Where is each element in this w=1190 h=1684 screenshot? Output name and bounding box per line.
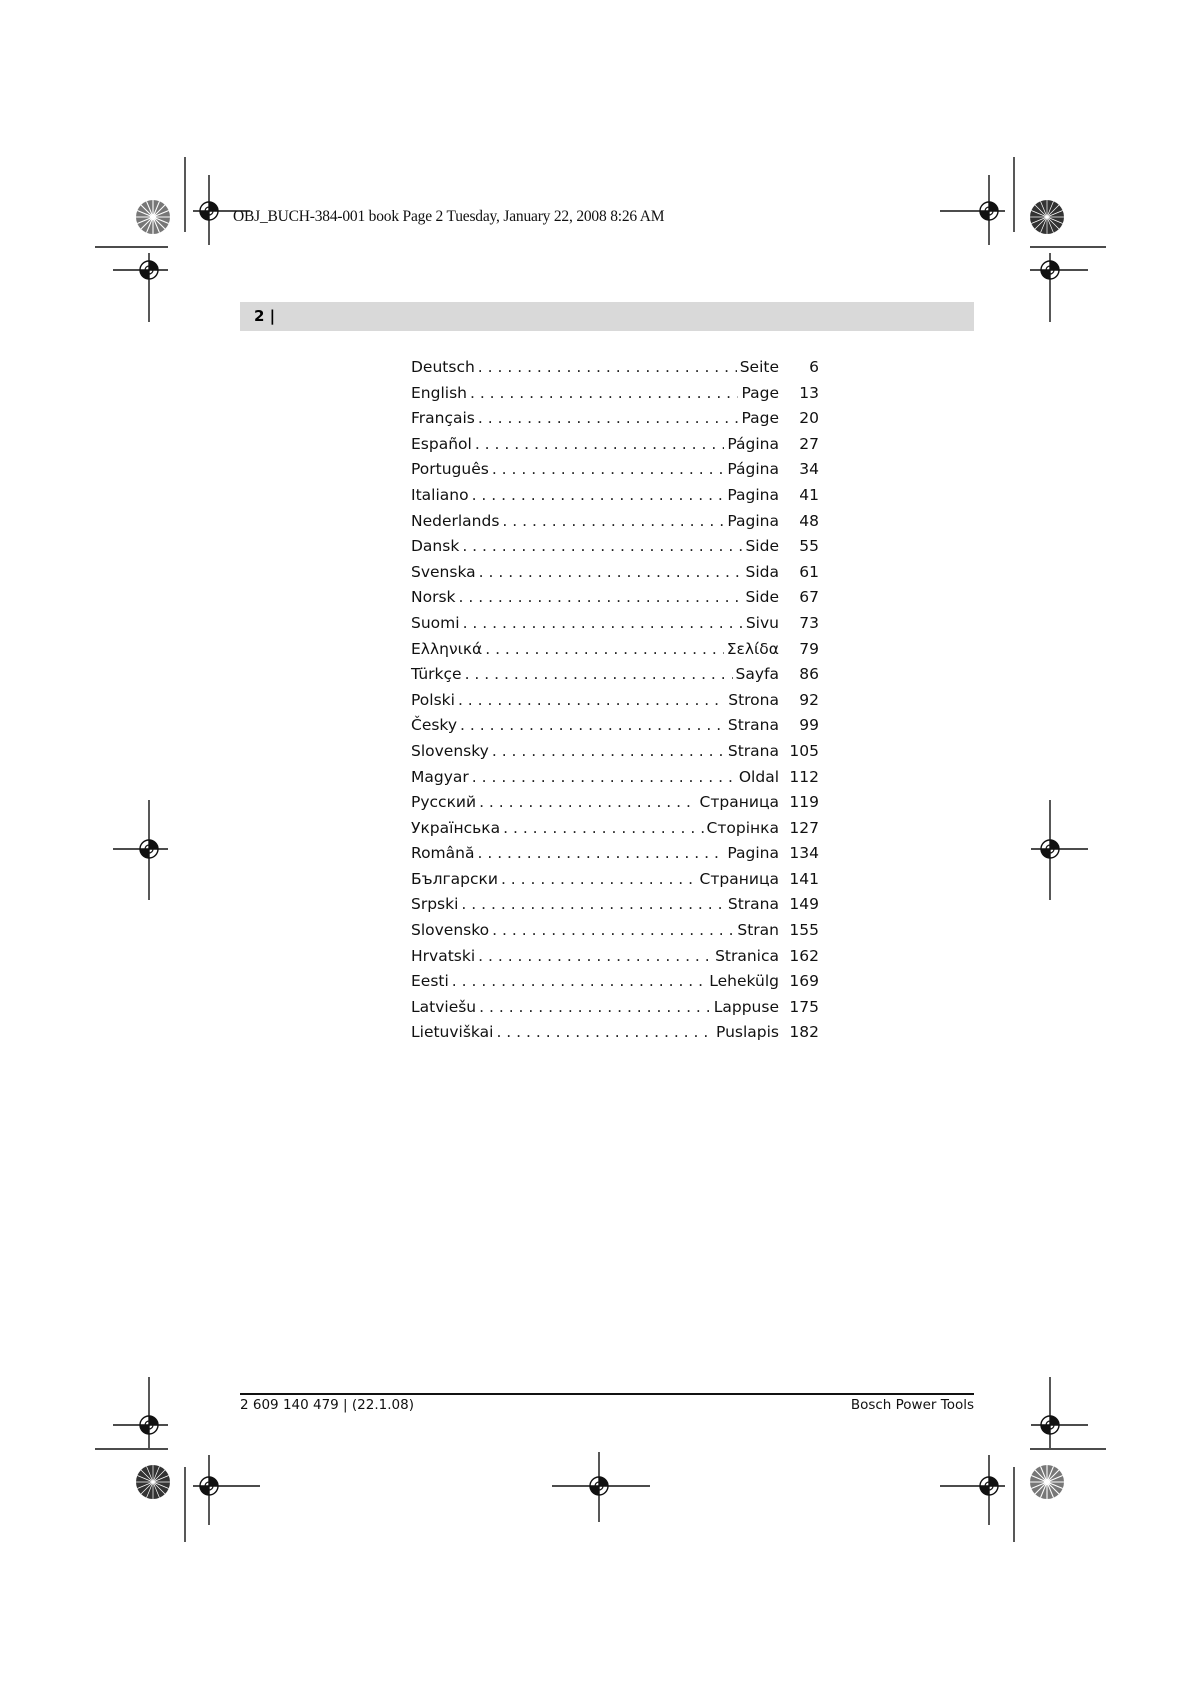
toc-page-word: Страница: [699, 793, 779, 812]
toc-leader-dots: [458, 691, 725, 709]
toc-page-word: Σελίδα: [726, 639, 779, 658]
toc-language: Polski: [411, 690, 455, 709]
crosshair-registration-icon: [200, 202, 218, 220]
toc-language: Svenska: [411, 562, 476, 581]
toc-leader-dots: [470, 384, 739, 402]
toc-entry[interactable]: [411, 742, 819, 768]
toc-language: Srpski: [411, 895, 459, 914]
toc-language: Português: [411, 460, 489, 479]
radial-starburst-icon: [1030, 200, 1064, 234]
toc-language: Română: [411, 844, 475, 863]
toc-language: Deutsch: [411, 358, 475, 376]
toc-page-word: Sivu: [745, 613, 779, 632]
toc-page-word: Lappuse: [713, 997, 779, 1016]
toc-entry[interactable]: [411, 460, 819, 486]
toc-page-number: 6: [809, 358, 819, 376]
toc-page-word: Strana: [727, 895, 779, 914]
toc-entry[interactable]: [411, 716, 819, 742]
toc-page-word: Sida: [745, 562, 779, 581]
footer-brand: Bosch Power Tools: [850, 1397, 974, 1413]
crosshair-registration-icon: [1041, 1416, 1059, 1434]
toc-entry[interactable]: [411, 819, 819, 845]
toc-page-number: 134: [789, 844, 819, 863]
toc-entry[interactable]: [411, 512, 819, 538]
toc-page-number: 27: [799, 434, 819, 453]
toc-entry[interactable]: [411, 844, 819, 870]
toc-entry[interactable]: [411, 409, 819, 435]
toc-page-number: 169: [789, 972, 819, 991]
toc-entry[interactable]: [411, 537, 819, 563]
toc-leader-dots: [479, 793, 696, 811]
toc-entry[interactable]: [411, 588, 819, 614]
toc-entry[interactable]: [411, 614, 819, 640]
crosshair-registration-icon: [1041, 840, 1059, 858]
toc-language: Русский: [411, 793, 477, 812]
toc-page-number: 175: [789, 997, 819, 1016]
toc-page-number: 162: [789, 946, 819, 965]
toc-page-word: Pagina: [727, 511, 779, 530]
table-of-contents: [411, 358, 819, 1049]
toc-leader-dots: [503, 819, 703, 837]
toc-entry[interactable]: [411, 691, 819, 717]
toc-page-word: Puslapis: [716, 1023, 779, 1042]
crosshair-registration-icon: [980, 1477, 998, 1495]
radial-starburst-icon: [136, 1465, 170, 1499]
toc-language: Suomi: [411, 613, 460, 632]
toc-page-number: 86: [799, 665, 819, 684]
toc-leader-dots: [461, 895, 724, 913]
toc-entry[interactable]: [411, 895, 819, 921]
toc-leader-dots: [472, 486, 725, 504]
toc-page-number: 99: [799, 716, 819, 735]
toc-page-word: Página: [727, 434, 779, 453]
toc-leader-dots: [472, 768, 736, 786]
toc-language: Español: [411, 434, 472, 453]
toc-language: English: [411, 383, 467, 402]
toc-page-number: 34: [799, 460, 819, 479]
toc-entry[interactable]: [411, 640, 819, 666]
toc-entry[interactable]: [411, 665, 819, 691]
toc-language: Türkçe: [411, 665, 462, 684]
toc-page-word: Strana: [727, 716, 779, 735]
toc-page-word: Sayfa: [735, 665, 779, 684]
footer-divider: [240, 1393, 974, 1395]
toc-page-word: Seite: [739, 358, 779, 376]
toc-language: Slovensky: [411, 741, 489, 760]
toc-leader-dots: [502, 512, 724, 530]
toc-page-word: Side: [745, 537, 779, 556]
toc-language: Українська: [411, 818, 501, 837]
toc-entry[interactable]: [411, 947, 819, 973]
toc-language: Latviešu: [411, 997, 477, 1016]
toc-page-word: Strona: [728, 690, 779, 709]
toc-leader-dots: [485, 640, 723, 658]
toc-page-word: Lehekülg: [709, 972, 779, 991]
toc-entry[interactable]: [411, 563, 819, 589]
toc-page-word: Stran: [737, 921, 779, 940]
crosshair-registration-icon: [140, 1416, 158, 1434]
toc-page-word: Pagina: [727, 485, 779, 504]
toc-leader-dots: [459, 588, 743, 606]
toc-leader-dots: [475, 435, 725, 453]
toc-entry[interactable]: [411, 768, 819, 794]
toc-page-number: 13: [799, 383, 819, 402]
crosshair-registration-icon: [980, 202, 998, 220]
toc-entry[interactable]: [411, 358, 819, 384]
toc-page-number: 61: [799, 562, 819, 581]
crosshair-registration-icon: [590, 1477, 608, 1495]
toc-page-number: 48: [799, 511, 819, 530]
toc-leader-dots: [479, 563, 743, 581]
toc-page-word: Página: [727, 460, 779, 479]
toc-language: Български: [411, 869, 498, 888]
toc-language: Slovensko: [411, 921, 490, 940]
toc-page-word: Stranica: [715, 946, 779, 965]
toc-page-word: Oldal: [738, 767, 779, 786]
toc-entry[interactable]: [411, 1023, 819, 1049]
toc-page-number: 155: [789, 921, 819, 940]
footer-document-number: 2 609 140 479 | (22.1.08): [240, 1397, 414, 1413]
toc-page-number: 127: [789, 818, 819, 837]
toc-page-number: 41: [799, 485, 819, 504]
toc-leader-dots: [465, 665, 733, 683]
toc-language: Ελληνικά: [411, 639, 483, 658]
toc-language: Italiano: [411, 485, 469, 504]
toc-language: Français: [411, 409, 475, 428]
toc-leader-dots: [478, 947, 712, 965]
toc-page-number: 119: [789, 793, 819, 812]
toc-language: Eesti: [411, 972, 449, 991]
toc-language: Nederlands: [411, 511, 500, 530]
toc-leader-dots: [462, 537, 742, 555]
crosshair-registration-icon: [140, 840, 158, 858]
toc-language: Norsk: [411, 588, 456, 607]
toc-page-number: 79: [799, 639, 819, 658]
toc-page-number: 141: [789, 869, 819, 888]
radial-starburst-icon: [136, 200, 170, 234]
toc-leader-dots: [501, 870, 697, 888]
crosshair-registration-icon: [1041, 261, 1059, 279]
toc-entry[interactable]: [411, 384, 819, 410]
toc-language: Česky: [411, 716, 458, 735]
toc-leader-dots: [478, 358, 737, 376]
toc-entry[interactable]: [411, 435, 819, 461]
page-number: 2 |: [254, 307, 276, 325]
toc-page-word: Page: [741, 383, 779, 402]
toc-page-number: 55: [799, 537, 819, 556]
crosshair-registration-icon: [140, 261, 158, 279]
toc-leader-dots: [479, 998, 711, 1016]
toc-leader-dots: [492, 921, 734, 939]
toc-page-number: 73: [799, 613, 819, 632]
toc-page-number: 149: [789, 895, 819, 914]
page-header-bar: [240, 302, 974, 331]
toc-page-word: Strana: [727, 741, 779, 760]
toc-language: Dansk: [411, 537, 460, 556]
toc-entry[interactable]: [411, 972, 819, 998]
toc-page-word: Сторінка: [706, 818, 779, 837]
toc-page-number: 112: [789, 767, 819, 786]
toc-leader-dots: [463, 614, 743, 632]
toc-leader-dots: [492, 460, 725, 478]
toc-language: Magyar: [411, 767, 469, 786]
radial-starburst-icon: [1030, 1465, 1064, 1499]
toc-entry[interactable]: [411, 793, 819, 819]
toc-page-word: Pagina: [727, 844, 779, 863]
toc-leader-dots: [460, 716, 725, 734]
toc-page-word: Page: [741, 409, 779, 428]
toc-page-number: 92: [799, 690, 819, 709]
toc-entry[interactable]: [411, 998, 819, 1024]
toc-leader-dots: [452, 972, 706, 990]
toc-page-number: 20: [799, 409, 819, 428]
toc-language: Lietuviškai: [411, 1023, 494, 1042]
toc-page-word: Side: [745, 588, 779, 607]
toc-language: Hrvatski: [411, 946, 476, 965]
book-slug-line: OBJ_BUCH-384-001 book Page 2 Tuesday, January 22, 2008 8:26 AM: [233, 208, 665, 225]
toc-leader-dots: [477, 844, 724, 862]
crosshair-registration-icon: [200, 1477, 218, 1495]
toc-leader-dots: [492, 742, 725, 760]
toc-page-number: 182: [789, 1023, 819, 1042]
toc-entry[interactable]: [411, 921, 819, 947]
toc-page-word: Страница: [699, 869, 779, 888]
toc-entry[interactable]: [411, 870, 819, 896]
toc-entry[interactable]: [411, 486, 819, 512]
toc-leader-dots: [478, 409, 739, 427]
toc-leader-dots: [496, 1023, 713, 1041]
toc-page-number: 105: [789, 741, 819, 760]
toc-page-number: 67: [799, 588, 819, 607]
